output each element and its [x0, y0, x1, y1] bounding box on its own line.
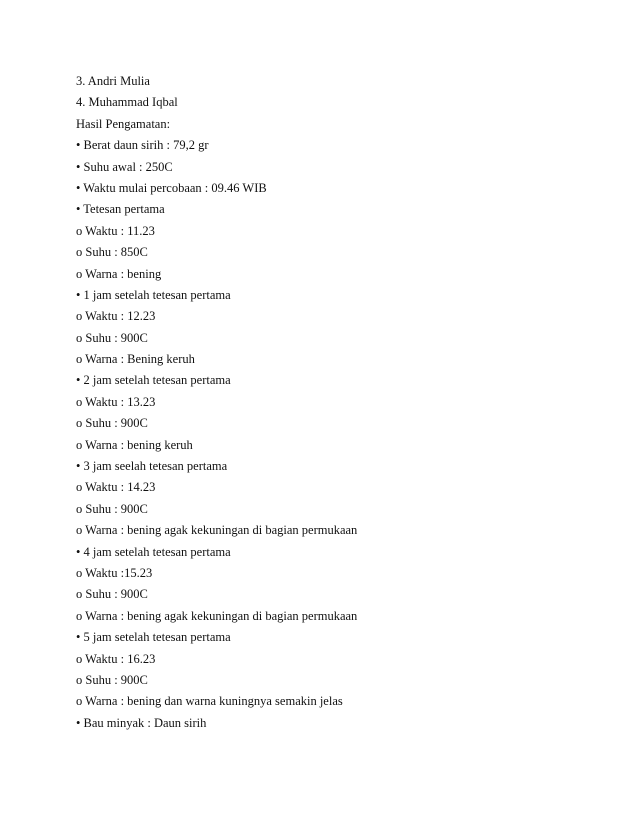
member-line: 3. Andri Mulia — [76, 74, 150, 88]
sub-item-line: o Suhu : 900C — [76, 587, 148, 602]
bullet-line: • Berat daun sirih : 79,2 gr — [76, 138, 209, 153]
sub-item-line: o Warna : bening keruh — [76, 437, 193, 452]
sub-item-line: o Waktu : 11.23 — [76, 223, 155, 238]
bullet-line: • Suhu awal : 250C — [76, 159, 173, 174]
sub-item-line: o Suhu : 850C — [76, 245, 148, 260]
sub-item-line: o Suhu : 900C — [76, 672, 148, 687]
sub-item-line: o Warna : bening — [76, 266, 162, 281]
bullet-line: • Tetesan pertama — [76, 202, 165, 217]
bullet-line: • 2 jam setelah tetesan pertama — [76, 373, 231, 388]
sub-item-line: o Waktu : 12.23 — [76, 309, 156, 324]
sub-item-line: o Waktu :15.23 — [76, 565, 153, 580]
sub-item-line: o Warna : bening dan warna kuningnya semakin jelas — [76, 694, 343, 709]
sub-item-line: o Warna : Bening keruh — [76, 352, 195, 367]
observation-heading: Hasil Pengamatan: — [76, 116, 171, 131]
bullet-line: • 4 jam setelah tetesan pertama — [76, 544, 231, 559]
sub-item-line: o Suhu : 900C — [76, 416, 148, 431]
sub-item-line: o Waktu : 13.23 — [76, 394, 156, 409]
sub-item-line: o Warna : bening agak kekuningan di bagian permukaan — [76, 523, 358, 538]
bullet-line: • 5 jam setelah tetesan pertama — [76, 630, 231, 645]
bullet-line: • 1 jam setelah tetesan pertama — [76, 287, 231, 302]
member-line: 4. Muhammad Iqbal — [76, 95, 178, 110]
bullet-line: • Bau minyak : Daun sirih — [76, 715, 207, 730]
bullet-line: • Waktu mulai percobaan : 09.46 WIB — [76, 180, 267, 195]
sub-item-line: o Waktu : 14.23 — [76, 480, 156, 495]
sub-item-line: o Suhu : 900C — [76, 501, 148, 516]
sub-item-line: o Suhu : 900C — [76, 330, 148, 345]
document-text-block — [76, 71, 357, 734]
bullet-line: • 3 jam seelah tetesan pertama — [76, 459, 228, 474]
sub-item-line: o Waktu : 16.23 — [76, 651, 156, 666]
sub-item-line: o Warna : bening agak kekuningan di bagian permukaan — [76, 608, 358, 623]
